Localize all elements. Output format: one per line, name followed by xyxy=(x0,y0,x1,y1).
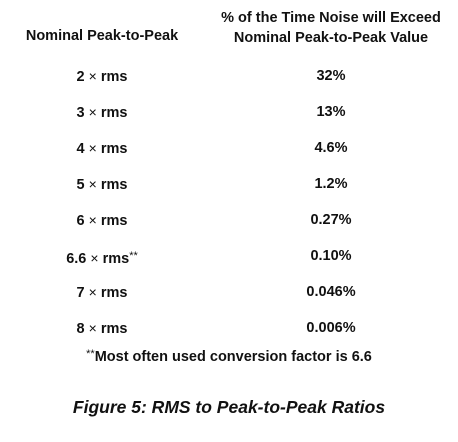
footnote xyxy=(0,344,458,367)
multiply-sign: × xyxy=(88,140,97,156)
percent-exceed-cell: 32% xyxy=(316,68,346,84)
column-header-percent-line1: % of the Time Noise will Exceed xyxy=(221,10,441,26)
footnote-marker: ** xyxy=(129,250,138,262)
factor-value: 5 xyxy=(76,177,85,193)
table-row xyxy=(0,164,458,200)
unit-label: rms xyxy=(100,177,128,193)
unit-label: rms xyxy=(102,251,130,267)
percent-exceed-cell: 0.27% xyxy=(310,212,352,228)
percent-exceed-cell: 13% xyxy=(316,104,346,120)
table-row xyxy=(0,92,458,128)
factor-value: 3 xyxy=(76,105,85,121)
nominal-peak-to-peak-cell xyxy=(0,246,204,269)
unit-label: rms xyxy=(100,285,128,301)
multiply-sign: × xyxy=(88,212,97,228)
nominal-peak-to-peak-cell xyxy=(0,318,204,339)
multiply-sign: × xyxy=(88,320,97,336)
nominal-peak-to-peak-cell xyxy=(0,210,204,231)
multiply-sign: × xyxy=(88,176,97,192)
nominal-peak-to-peak-cell xyxy=(0,66,204,87)
multiply-sign: × xyxy=(88,68,97,84)
table-row xyxy=(0,308,458,344)
factor-value: 4 xyxy=(76,141,85,157)
unit-label: rms xyxy=(100,321,128,337)
table-row xyxy=(0,272,458,308)
figure-caption: Figure 5: RMS to Peak-to-Peak Ratios xyxy=(72,397,386,417)
multiply-sign: × xyxy=(88,104,97,120)
multiply-sign: × xyxy=(90,250,99,266)
footnote-text: Most often used conversion factor is 6.6 xyxy=(94,349,372,365)
table-row xyxy=(0,200,458,236)
nominal-peak-to-peak-cell xyxy=(0,282,204,303)
table-body xyxy=(0,56,458,344)
unit-label: rms xyxy=(100,213,128,229)
percent-exceed-cell: 0.10% xyxy=(310,248,352,264)
percent-exceed-cell: 0.046% xyxy=(306,284,356,300)
multiply-sign: × xyxy=(88,284,97,300)
unit-label: rms xyxy=(100,69,128,85)
factor-value: 2 xyxy=(76,69,85,85)
unit-label: rms xyxy=(100,105,128,121)
percent-exceed-cell: 4.6% xyxy=(314,140,348,156)
table-row xyxy=(0,236,458,272)
factor-value: 8 xyxy=(76,321,85,337)
table-row xyxy=(0,56,458,92)
column-header-nominal: Nominal Peak-to-Peak xyxy=(25,28,179,44)
column-header-percent-line2: Nominal Peak-to-Peak Value xyxy=(233,30,429,46)
unit-label: rms xyxy=(100,141,128,157)
table-row xyxy=(0,128,458,164)
factor-value: 7 xyxy=(76,285,85,301)
percent-exceed-cell: 1.2% xyxy=(314,176,348,192)
factor-value: 6 xyxy=(76,213,85,229)
factor-value: 6.6 xyxy=(66,251,87,267)
nominal-peak-to-peak-cell xyxy=(0,102,204,123)
percent-exceed-cell: 0.006% xyxy=(306,320,356,336)
nominal-peak-to-peak-cell xyxy=(0,138,204,159)
nominal-peak-to-peak-cell xyxy=(0,174,204,195)
column-header-percent xyxy=(204,8,458,48)
footnote-marker: ** xyxy=(86,348,95,360)
